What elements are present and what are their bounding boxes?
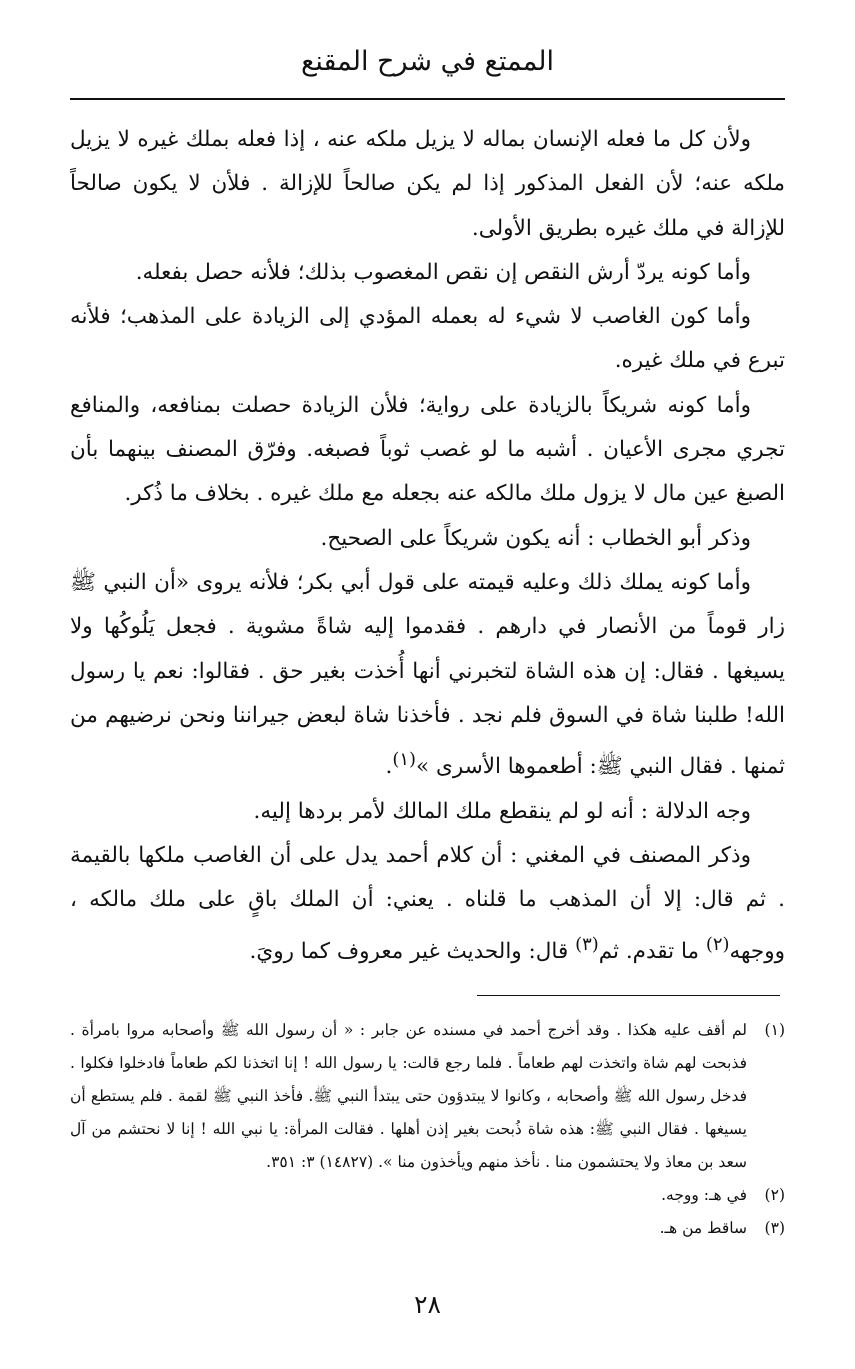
footnote-ref: (٣) [575,933,599,955]
paragraph-text: وذكر المصنف في المغني : أن كلام أحمد يدل على أن الغاصب ملكها بالقيمة . ثم قال: إلا أن المذهب ما قلناه . يعني: أن الملك باقٍ على ملك مالكه ، ووجهه [70,842,785,964]
paragraph: ولأن كل ما فعله الإنسان بماله لا يزيل ملكه عنه ، إذا فعله بملك غيره لا يزيل ملكه عنه؛ لأن الفعل المذكور إذا لم يكن صالحاً للإزالة . فلأن لا يكون صالحاً للإزالة في ملك غيره بطريق الأولى. [70,127,785,241]
paragraph: وأما كونه يملك ذلك وعليه قيمته على قول أبي بكر؛ فلأنه يروى «أن النبي ﷺ زار قوماً من الأنصار في دارهم . فقدموا إليه شاةً مشوية . فجعل يَلُوكُها ولا يسيغها . فقال: إن هذه الشاة لتخبرني أنها أُخذت بغير حق . فقالوا: نعم يا رسول الله! طلبنا شاة في السوق فلم نجد . فأخذنا شاة لبعض جيراننا ونحن نرضيهم من ثمنها . فقال النبي ﷺ: أطعموها الأسرى »$^{(١)}$. [70,569,785,780]
paragraph: وأما كونه شريكاً بالزيادة على رواية؛ فلأن الزيادة حصلت بمنافعه، والمنافع تجري مجرى الأعيان . أشبه ما لو غصب ثوباً فصبغه. وفرّق المصنف بينهما بأن الصبغ عين مال لا يزول ملك مالكه عنه بجعله مع ملك غيره . بخلاف ما ذُكر. [70,392,785,507]
footnote-ref: (٢) [705,933,730,955]
footnote [70,1014,785,1179]
paragraph [70,834,785,974]
footnote-separator [477,995,780,996]
header-rule [70,98,785,100]
footnote-number: (٣) [764,1219,785,1237]
footnote [70,1179,785,1212]
page-number: ٢٨ [414,1290,441,1319]
paragraph-text: قال: والحديث غير معروف كما رويَ. [249,938,569,964]
footnote-number: (١) [764,1021,785,1039]
footnote [70,1212,785,1245]
paragraph: وأما كون الغاصب لا شيء له بعمله المؤدي إلى الزيادة على المذهب؛ فلأنه تبرع في ملك غيره. [70,304,785,374]
paragraph-text: ما تقدم. ثم [598,938,700,964]
footnote-text: لم أقف عليه هكذا . وقد أخرج أحمد في مسنده عن جابر : « أن رسول الله ﷺ وأصحابه مروا بامرأة . فذبحت لهم شاة واتخذت لهم طعاماً . فلما رجع قالت: يا رسول الله ! إنا اتخذنا لكم طعاماً فادخلوا فكلوا . فدخل رسول الله ﷺ وأصحابه ، وكانوا لا يبتدؤون حتى يبتدأ النبي ﷺ. فأخذ النبي ﷺ لقمة . فلم يستطع أن يسيغها . فقال النبي ﷺ: هذه شاة ذُبحت بغير إذن أهلها . فقالت المرأة: يا نبي الله ! إنا لا نحتشم من آل سعد بن معاذ ولا يحتشمون منا . نأخذ منهم ويأخذون منا ». (١٤٨٢٧) ٣: ٣٥١. [70,1021,747,1171]
footnote-number: (٢) [764,1186,785,1204]
running-header-title: الممتع في شرح المقنع [300,46,555,77]
footnote-text: ساقط من هـ. [659,1219,747,1237]
footnotes [70,1014,785,1245]
paragraph: وجه الدلالة : أنه لو لم ينقطع ملك المالك لأمر بردها إليه. [253,798,751,824]
footnote-ref: (١) [392,749,417,771]
footnote-text: في هـ: ووجه. [661,1186,747,1204]
paragraph: وأما كونه يردّ أرش النقص إن نقص المغصوب بذلك؛ فلأنه حصل بفعله. [135,259,751,285]
paragraph: وذكر أبو الخطاب : أنه يكون شريكاً على الصحيح. [320,525,751,551]
paragraph-text: وأما كونه يملك ذلك وعليه قيمته على قول أبي بكر؛ فلأنه يروى «أن النبي ﷺ زار قوماً من الأنصار في دارهم . فقدموا إليه شاةً مشوية . فجعل يَلُوكُها ولا يسيغها . فقال: إن هذه الشاة لتخبرني أنها أُخذت بغير حق . فقالوا: نعم يا رسول الله! طلبنا شاة في السوق فلم نجد . فأخذنا شاة لبعض جيراننا ونحن نرضيهم من ثمنها . فقال النبي ﷺ: أطعموها الأسرى » [70,569,785,780]
main-text [70,118,785,974]
